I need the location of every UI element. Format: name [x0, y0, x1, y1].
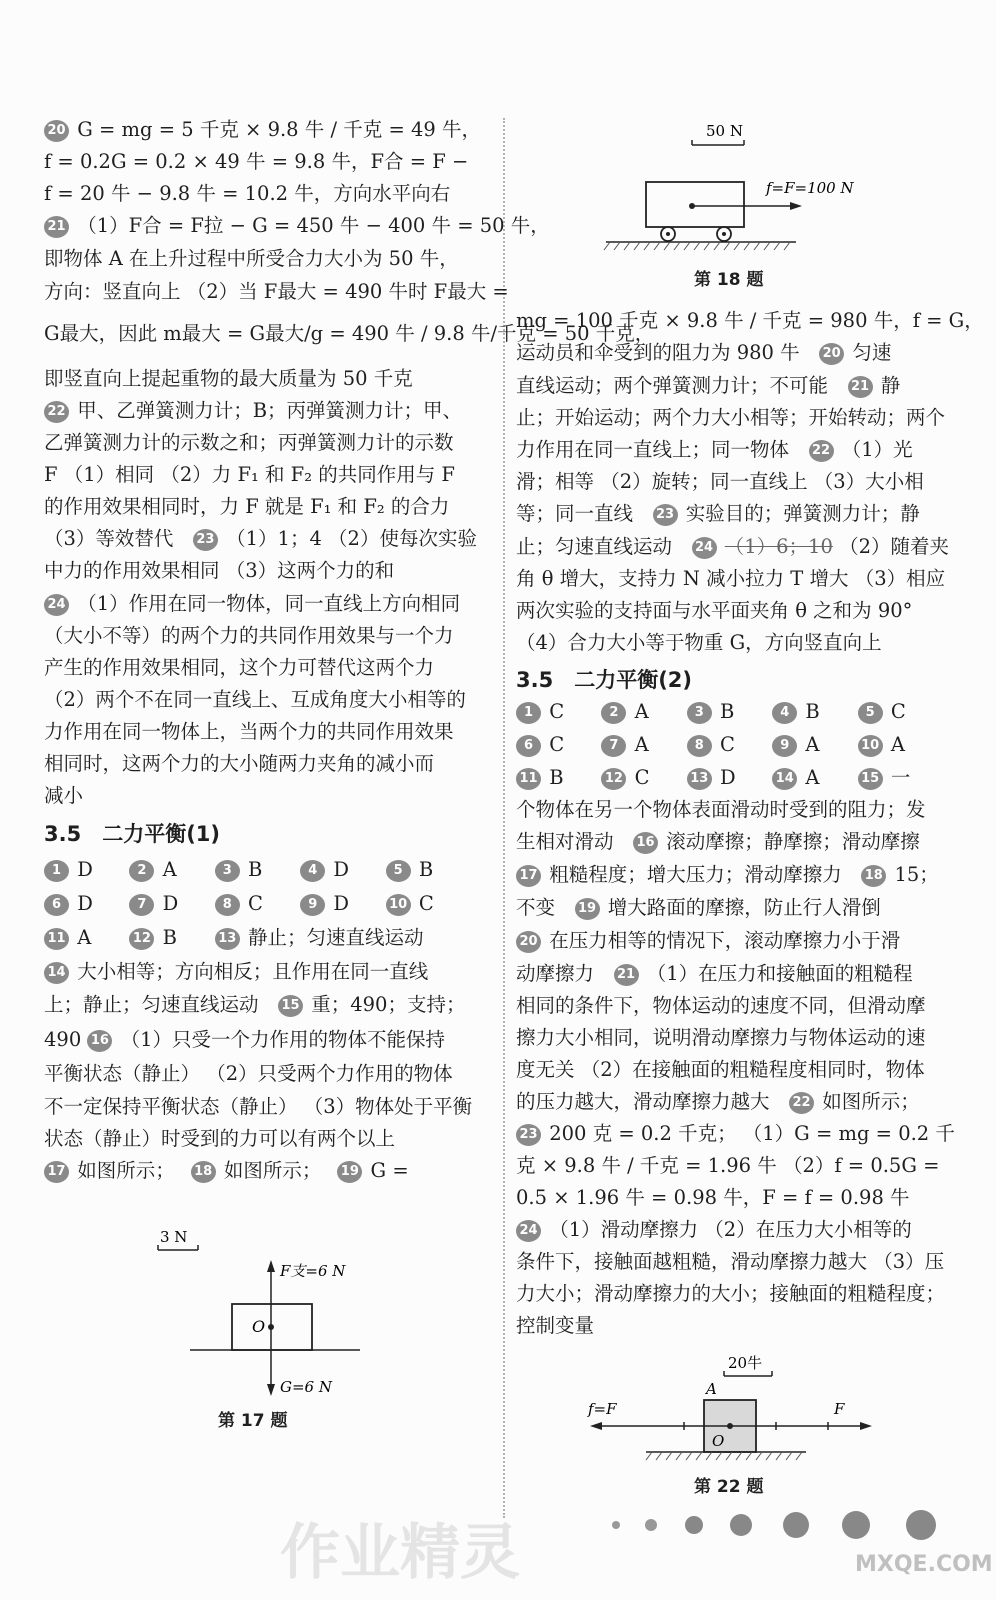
- question-number-badge: 5: [386, 860, 411, 882]
- answer-line: （2）两个不在同一直线上、互成角度大小相等的: [44, 688, 466, 711]
- watermark-brand: MXQE.COM: [855, 1552, 993, 1577]
- choice-answer: 一: [890, 766, 911, 789]
- answer-text: （3）等效替代: [44, 527, 174, 550]
- arrow-right-icon: [860, 1422, 872, 1430]
- answer-line: 乙弹簧测力计的示数之和；丙弹簧测力计的示数: [44, 431, 454, 454]
- answer-line: [516, 436, 913, 464]
- arrow-up-icon: [267, 1260, 275, 1272]
- center-point: [268, 1324, 274, 1330]
- question-number-badge: 21: [614, 964, 639, 986]
- answer-line: 角 θ 增大，支持力 N 减小拉力 T 增大 （3）相应: [516, 567, 946, 590]
- scale-label: 20牛: [728, 1354, 763, 1372]
- question-number-badge: 17: [44, 1161, 69, 1183]
- answer-line: （大小不等）的两个力的共同作用效果与一个力: [44, 624, 454, 647]
- answer-line: [516, 960, 913, 988]
- answer-line: 即物体 A 在上升过程中所受合力大小为 50 牛，: [44, 247, 459, 270]
- answer-line: 条件下，接触面越粗糙，滑动摩擦力越大 （3）压: [516, 1250, 945, 1273]
- question-number-badge: 7: [129, 894, 154, 916]
- force-label: f=F=100 N: [766, 179, 854, 197]
- answer-line: f = 20 牛 − 9.8 牛 = 10.2 牛，方向水平向右: [44, 182, 451, 205]
- answer-text: 止；匀速直线运动: [516, 535, 673, 558]
- answer-text: 15；: [894, 863, 939, 886]
- center-label: O: [712, 1432, 725, 1450]
- answer-line: 不一定保持平衡状态（静止） （3）物体处于平衡: [44, 1095, 473, 1118]
- question-number-badge: 14: [772, 768, 797, 790]
- question-number-badge: 21: [44, 216, 69, 238]
- answer-line: 即竖直向上提起重物的最大质量为 50 千克: [44, 367, 413, 390]
- answer-line: 度无关 （2）在接触面的粗糙程度相同时，物体: [516, 1058, 925, 1081]
- answer-text: 滚动摩擦；静摩擦；滑动摩擦: [666, 830, 920, 853]
- question-number-badge: 8: [687, 735, 712, 757]
- question-number-badge: 12: [601, 768, 626, 790]
- answer-text: （1）1；4 （2）使每次实验: [226, 527, 477, 550]
- answer-text: 直线运动；两个弹簧测力计；不可能: [516, 374, 829, 397]
- choice-answer: D: [333, 858, 350, 881]
- arrow-down-icon: [267, 1384, 275, 1396]
- answer-line: [516, 1088, 920, 1116]
- choice-answer: A: [890, 733, 905, 756]
- answer-line: [44, 212, 550, 240]
- answer-line: [44, 1026, 445, 1054]
- answer-line: [516, 500, 920, 528]
- ground-hatching: [646, 1452, 802, 1460]
- question-number-badge: 16: [87, 1030, 112, 1052]
- choice-answer: D: [77, 892, 93, 915]
- question-number-badge: 19: [575, 898, 600, 920]
- question-number-badge: 18: [861, 865, 886, 887]
- answer-text: 如图所示；: [223, 1159, 312, 1182]
- answer-text: 匀速: [852, 341, 892, 364]
- answer-text: 上；静止；匀速直线运动: [44, 993, 259, 1016]
- answer-text: 增大路面的摩擦，防止行人滑倒: [607, 896, 881, 919]
- question-number-badge: 11: [44, 928, 69, 950]
- answer-line: [516, 1216, 912, 1244]
- answer-text: G = mg = 5 千克 × 9.8 牛 / 千克 = 49 牛，: [77, 118, 481, 141]
- choice-answer: D: [162, 892, 179, 915]
- question-number-badge: 4: [772, 702, 797, 724]
- question-number-badge: 15: [278, 995, 303, 1017]
- choice-answer: D: [333, 892, 350, 915]
- answer-line: [516, 372, 900, 400]
- question-number-badge: 22: [789, 1092, 814, 1114]
- answer-text: G =: [370, 1159, 409, 1182]
- question-number-badge: 23: [653, 504, 678, 526]
- question-number-badge: 1: [44, 860, 69, 882]
- answer-text: 粗糙程度；增大压力；滑动摩擦力: [549, 863, 842, 886]
- answer-text: （1）6；10: [724, 535, 833, 558]
- choice-answer: C: [634, 766, 650, 789]
- question-number-badge: 1: [516, 702, 541, 724]
- answer-line: 的作用效果相同时，力 F 就是 F₁ 和 F₂ 的合力: [44, 495, 450, 518]
- answer-line: [516, 927, 900, 955]
- question-number-badge: 9: [300, 894, 325, 916]
- answer-text: 如图所示；: [822, 1090, 920, 1113]
- answer-text: 等；同一直线: [516, 502, 634, 525]
- choice-answer: B: [549, 766, 564, 789]
- question-number-badge: 12: [129, 928, 154, 950]
- question-number-badge: 11: [516, 768, 541, 790]
- answer-line: 产生的作用效果相同，这个力可替代这两个力: [44, 656, 435, 679]
- choice-answer: C: [890, 700, 906, 723]
- answer-line: 力大小；滑动摩擦力的大小；接触面的粗糙程度；: [516, 1282, 946, 1305]
- answer-line: 滑；相等 （2）旋转；同一直线上 （3）大小相: [516, 470, 924, 493]
- answer-text: 重；490；支持；: [311, 993, 466, 1016]
- scale-label: 50 N: [706, 122, 743, 140]
- question-number-badge: 24: [692, 537, 717, 559]
- figure-17-force-diagram: [140, 1222, 380, 1432]
- answer-text: 大小相等；方向相反；且作用在同一直线: [77, 960, 429, 983]
- question-number-badge: 10: [858, 735, 883, 757]
- choice-answers-row: [516, 698, 937, 726]
- answer-line: [44, 958, 428, 986]
- choice-answer: C: [720, 733, 735, 756]
- question-number-badge: 4: [300, 860, 325, 882]
- point-label: A: [706, 1380, 717, 1398]
- choice-answer: B: [248, 858, 263, 881]
- answer-line: 止；开始运动；两个力大小相等；开始转动；两个: [516, 406, 946, 429]
- figure-caption: 第 18 题: [694, 270, 764, 290]
- answer-line: 中力的作用效果相同 （3）这两个力的和: [44, 559, 395, 582]
- figure-caption: 第 22 题: [694, 1477, 764, 1497]
- choice-answer: A: [805, 766, 820, 789]
- answer-text: 力作用在同一直线上；同一物体: [516, 438, 790, 461]
- answer-text: （2）随着夹: [839, 535, 949, 558]
- section-title: 3.5 二力平衡(2): [516, 668, 693, 692]
- choice-answers-row: [44, 890, 465, 918]
- center-label: O: [252, 1317, 266, 1336]
- answer-line: 方向：竖直向上 （2）当 F最大 = 490 牛时 F最大 =: [44, 280, 509, 303]
- choice-answers-row: [516, 764, 938, 792]
- question-number-badge: 2: [601, 702, 626, 724]
- question-number-badge: 23: [516, 1124, 541, 1146]
- question-number-badge: 2: [129, 860, 154, 882]
- answer-text: 运动员和伞受到的阻力为 980 牛: [516, 341, 800, 364]
- answer-line: f = 0.2G = 0.2 × 49 牛 = 9.8 牛，F合 = F −: [44, 150, 469, 173]
- arrow-left-icon: [590, 1422, 602, 1430]
- question-number-badge: 17: [516, 865, 541, 887]
- scale-label: 3 N: [160, 1228, 188, 1246]
- cart-body: [646, 182, 744, 227]
- choice-answers-row: [44, 856, 465, 884]
- question-number-badge: 3: [687, 702, 712, 724]
- choice-answer: A: [634, 733, 649, 756]
- answer-line: 力作用在同一物体上，当两个力的共同作用效果: [44, 720, 454, 743]
- friction-force-label: f=F: [588, 1400, 617, 1418]
- answer-line: 两次实验的支持面与水平面夹角 θ 之和为 90°: [516, 599, 913, 622]
- question-number-badge: 5: [858, 702, 883, 724]
- question-number-badge: 23: [193, 529, 218, 551]
- answer-line: [44, 1157, 409, 1185]
- answer-line: [44, 397, 462, 425]
- answer-line: 状态（静止）时受到的力可以有两个以上: [44, 1127, 396, 1150]
- answer-line: [516, 828, 920, 856]
- pull-force-label: F: [834, 1400, 845, 1418]
- answer-text: （1）F合 = F拉 − G = 450 牛 − 400 牛 = 50 牛，: [77, 214, 550, 237]
- choice-answer: B: [805, 700, 820, 723]
- question-number-badge: 24: [44, 594, 69, 616]
- figure-caption: 第 17 题: [218, 1411, 288, 1431]
- question-number-badge: 10: [386, 894, 411, 916]
- choice-answers-row: [516, 731, 937, 759]
- choice-answer: D: [77, 858, 93, 881]
- ground-hatching: [604, 242, 790, 250]
- answer-line: [44, 991, 465, 1019]
- question-number-badge: 19: [337, 1161, 362, 1183]
- question-number-badge: 20: [516, 931, 541, 953]
- answer-line: [516, 533, 949, 561]
- question-number-badge: 14: [44, 962, 69, 984]
- choice-answer: A: [634, 700, 649, 723]
- answer-text: 490: [44, 1028, 82, 1051]
- answer-line: [516, 894, 881, 922]
- answer-text: 实验目的；弹簧测力计；静: [685, 502, 920, 525]
- answer-text: （1）在压力和接触面的粗糙程: [646, 962, 913, 985]
- answer-text: 动摩擦力: [516, 962, 595, 985]
- answer-line: 个物体在另一个物体表面滑动时受到的阻力；发: [516, 798, 926, 821]
- figure-22-force-diagram: [576, 1350, 896, 1470]
- section-title: 3.5 二力平衡(1): [44, 822, 221, 846]
- answer-line: F （1）相同 （2）力 F₁ 和 F₂ 的共同作用与 F: [44, 463, 455, 486]
- answer-line: 0.5 × 1.96 牛 = 0.98 牛，F = f = 0.98 牛: [516, 1186, 910, 1209]
- answer-line: 克 × 9.8 牛 / 千克 = 1.96 牛 （2）f = 0.5G =: [516, 1154, 940, 1177]
- choice-answer: B: [162, 926, 177, 949]
- answer-line: [516, 1120, 955, 1148]
- question-number-badge: 7: [601, 735, 626, 757]
- question-number-badge: 13: [687, 768, 712, 790]
- answer-line: [44, 924, 424, 952]
- question-number-badge: 16: [633, 832, 658, 854]
- question-number-badge: 15: [858, 768, 883, 790]
- support-force-label: F支=6 N: [280, 1262, 346, 1280]
- choice-answer: D: [720, 766, 736, 789]
- answer-line: 控制变量: [516, 1314, 595, 1337]
- question-number-badge: 22: [44, 401, 69, 423]
- choice-answer: C: [549, 700, 565, 723]
- choice-answer: C: [549, 733, 565, 756]
- choice-answer: C: [418, 892, 434, 915]
- answer-line: （4）合力大小等于物重 G，方向竖直向上: [516, 631, 882, 654]
- question-number-badge: 8: [215, 894, 240, 916]
- answer-line: 减小: [44, 784, 84, 807]
- answer-line: [44, 116, 481, 144]
- question-number-badge: 21: [848, 376, 873, 398]
- choice-answer: C: [248, 892, 263, 915]
- answer-line: [44, 525, 477, 553]
- answer-line: 平衡状态（静止） （2）只受两个力作用的物体: [44, 1062, 453, 1085]
- choice-answer: A: [805, 733, 820, 756]
- question-number-badge: 6: [516, 735, 541, 757]
- answer-text: （1）滑动摩擦力 （2）在压力大小相等的: [549, 1218, 912, 1241]
- answer-text: 静: [880, 374, 901, 397]
- choice-answer: B: [418, 858, 434, 881]
- answer-text: 甲、乙弹簧测力计；B；丙弹簧测力计；甲、: [77, 399, 463, 422]
- answer-text: 静止；匀速直线运动: [248, 926, 424, 949]
- answer-text: （1）光: [841, 438, 913, 461]
- question-number-badge: 24: [516, 1220, 541, 1242]
- choice-answer: A: [162, 858, 177, 881]
- question-number-badge: 20: [44, 120, 69, 142]
- answer-text: （1）作用在同一物体，同一直线上方向相同: [77, 592, 461, 615]
- question-number-badge: 6: [44, 894, 69, 916]
- question-number-badge: 22: [809, 440, 834, 462]
- answer-line: mg = 100 千克 × 9.8 牛 / 千克 = 980 牛，f = G，: [516, 309, 984, 332]
- answer-text: 在压力相等的情况下，滚动摩擦力小于滑: [549, 929, 901, 952]
- arrow-right-icon: [790, 202, 802, 210]
- answer-line: G最大，因此 m最大 = G最大/g = 490 牛 / 9.8 牛/千克 = 50 千克，: [44, 322, 655, 345]
- figure-18-force-diagram: [596, 120, 896, 255]
- gravity-force-label: G=6 N: [280, 1378, 332, 1396]
- answer-line: [44, 590, 460, 618]
- answer-text: 生相对滑动: [516, 830, 614, 853]
- answer-text: 如图所示；: [77, 1159, 165, 1182]
- answer-line: 相同的条件下，物体运动的速度不同，但滑动摩: [516, 994, 926, 1017]
- answer-text: 200 克 = 0.2 千克； （1）G = mg = 0.2 千: [549, 1122, 955, 1145]
- question-number-badge: 18: [191, 1161, 216, 1183]
- answer-text: 的压力越大，滑动摩擦力越大: [516, 1090, 770, 1113]
- answer-line: [516, 861, 939, 889]
- choice-answer: B: [720, 700, 735, 723]
- answer-line: 擦力大小相同，说明滑动摩擦力与物体运动的速: [516, 1026, 926, 1049]
- answer-text: 不变: [516, 896, 556, 919]
- choice-answer: A: [77, 926, 92, 949]
- answer-line: [516, 339, 891, 367]
- question-number-badge: 3: [215, 860, 240, 882]
- question-number-badge: 9: [772, 735, 797, 757]
- center-point: [727, 1423, 733, 1429]
- watermark-text: 作业精灵: [280, 1518, 520, 1588]
- answer-text: （1）只受一个力作用的物体不能保持: [120, 1028, 446, 1051]
- answer-line: 相同时，这两个力的大小随两力夹角的减小而: [44, 752, 435, 775]
- question-number-badge: 13: [215, 928, 240, 950]
- question-number-badge: 20: [819, 343, 844, 365]
